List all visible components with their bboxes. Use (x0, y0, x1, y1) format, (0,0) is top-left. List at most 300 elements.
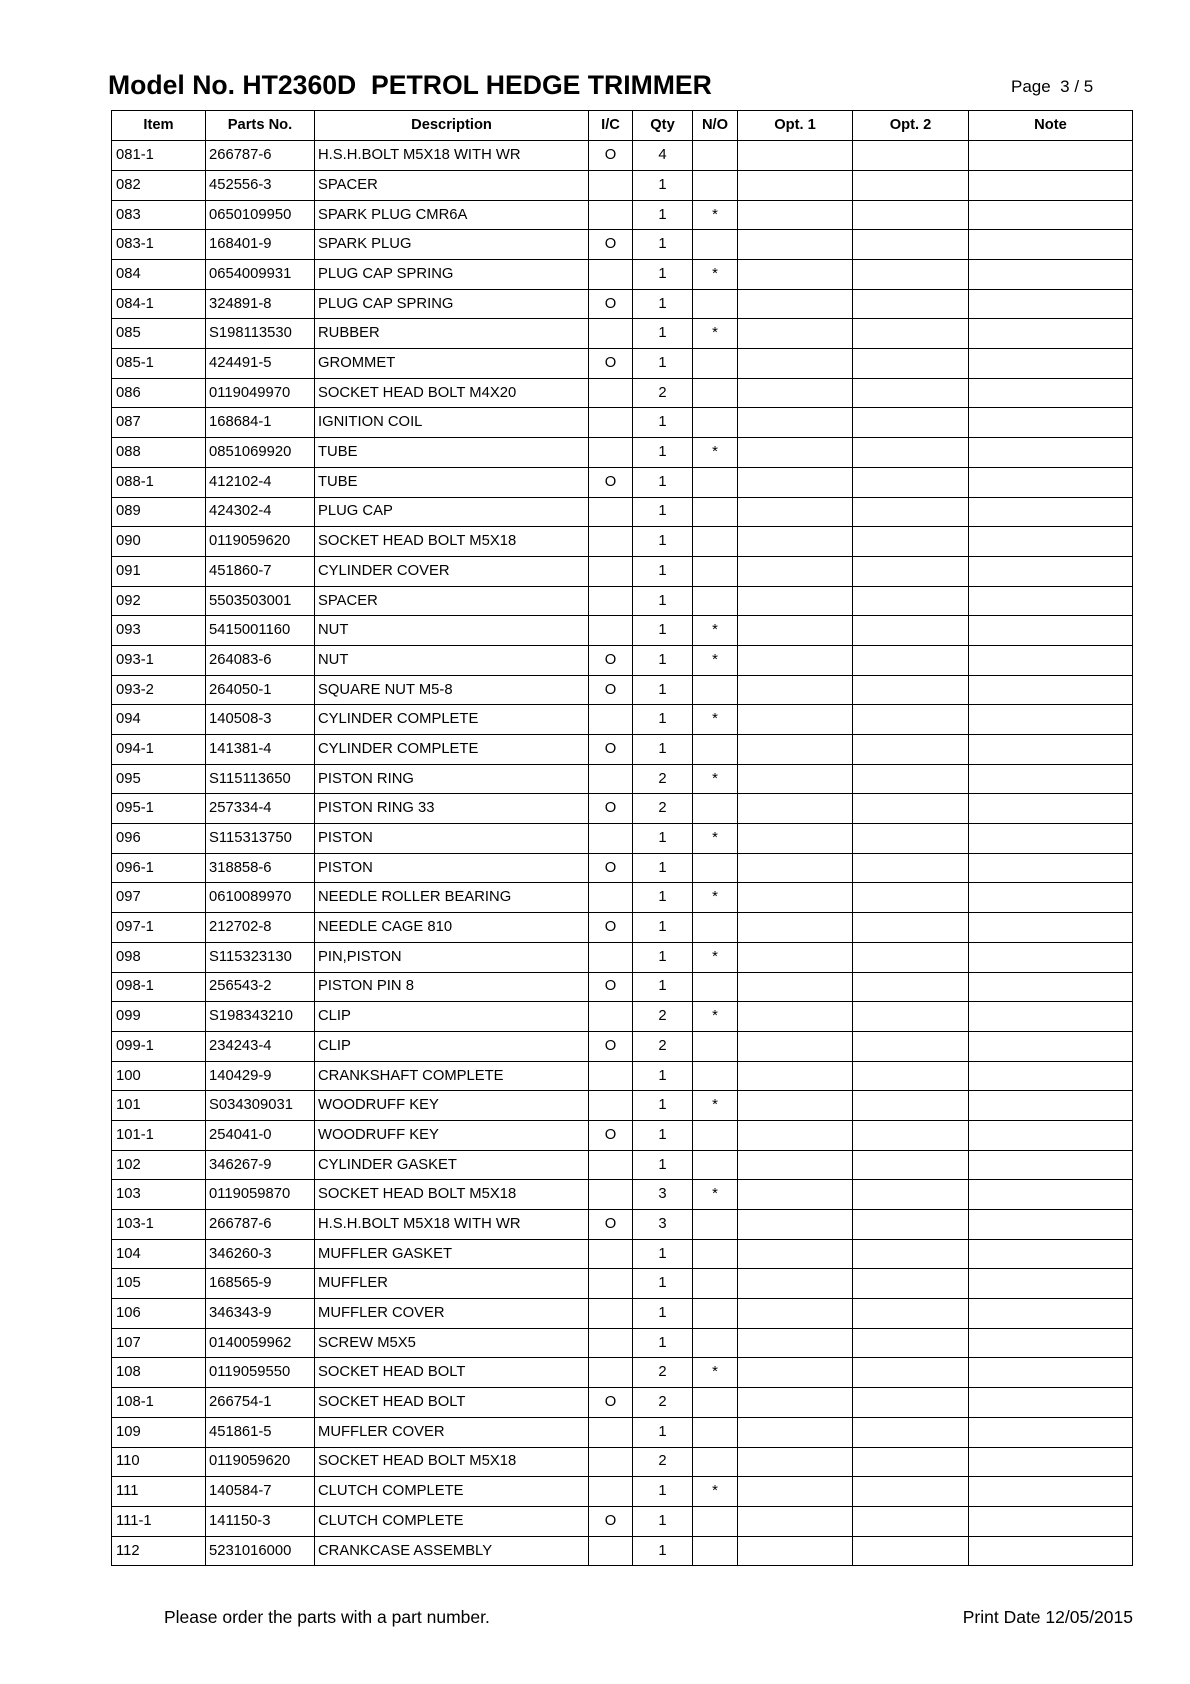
cell-qty: 1 (633, 468, 693, 497)
cell-opt-2 (853, 646, 969, 675)
cell-ic (589, 1299, 633, 1328)
cell-opt-2 (853, 260, 969, 289)
column-header-ic: I/C (589, 111, 633, 140)
cell-qty: 2 (633, 379, 693, 408)
cell-qty: 2 (633, 765, 693, 794)
cell-note (969, 379, 1133, 408)
cell-opt-1 (738, 201, 853, 230)
cell-opt-2 (853, 1210, 969, 1239)
cell-no (693, 379, 738, 408)
cell-parts-no: 0119059620 (206, 527, 315, 556)
cell-no: * (693, 319, 738, 348)
cell-opt-2 (853, 230, 969, 259)
cell-note (969, 349, 1133, 378)
cell-no (693, 913, 738, 942)
table-row (112, 408, 1133, 438)
cell-opt-2 (853, 913, 969, 942)
cell-item: 111-1 (112, 1507, 206, 1536)
cell-parts-no: 140429-9 (206, 1062, 315, 1091)
cell-item: 087 (112, 408, 206, 437)
cell-parts-no: 346343-9 (206, 1299, 315, 1328)
cell-note (969, 1269, 1133, 1298)
cell-opt-1 (738, 883, 853, 912)
cell-opt-1 (738, 1002, 853, 1031)
cell-note (969, 1151, 1133, 1180)
cell-description: MUFFLER GASKET (315, 1240, 589, 1269)
cell-opt-1 (738, 1240, 853, 1269)
cell-parts-no: 424302-4 (206, 498, 315, 527)
cell-item: 096-1 (112, 854, 206, 883)
cell-item: 098 (112, 943, 206, 972)
cell-description: GROMMET (315, 349, 589, 378)
cell-no: * (693, 438, 738, 467)
cell-description: MUFFLER COVER (315, 1418, 589, 1447)
cell-parts-no: 5231016000 (206, 1537, 315, 1566)
cell-note (969, 171, 1133, 200)
cell-ic: O (589, 913, 633, 942)
cell-description: IGNITION COIL (315, 408, 589, 437)
cell-ic: O (589, 1032, 633, 1061)
cell-qty: 1 (633, 1121, 693, 1150)
cell-qty: 1 (633, 349, 693, 378)
cell-item: 108 (112, 1358, 206, 1387)
cell-qty: 1 (633, 1507, 693, 1536)
column-header-note: Note (969, 111, 1133, 140)
cell-ic: O (589, 676, 633, 705)
cell-opt-2 (853, 1062, 969, 1091)
cell-qty: 2 (633, 1448, 693, 1477)
cell-no (693, 1240, 738, 1269)
cell-opt-2 (853, 1151, 969, 1180)
table-row (112, 854, 1133, 884)
cell-qty: 1 (633, 1062, 693, 1091)
table-header-row (112, 111, 1133, 141)
cell-item: 107 (112, 1329, 206, 1358)
cell-description: WOODRUFF KEY (315, 1121, 589, 1150)
cell-qty: 1 (633, 854, 693, 883)
cell-item: 112 (112, 1537, 206, 1566)
cell-description: WOODRUFF KEY (315, 1091, 589, 1120)
cell-item: 081-1 (112, 141, 206, 170)
cell-opt-1 (738, 1507, 853, 1536)
cell-description: NUT (315, 616, 589, 645)
cell-opt-1 (738, 1299, 853, 1328)
cell-opt-1 (738, 587, 853, 616)
table-row (112, 1032, 1133, 1062)
cell-ic (589, 1180, 633, 1209)
cell-no (693, 468, 738, 497)
cell-qty: 1 (633, 1269, 693, 1298)
cell-description: SOCKET HEAD BOLT M5X18 (315, 1180, 589, 1209)
cell-opt-1 (738, 230, 853, 259)
cell-description: PIN,PISTON (315, 943, 589, 972)
cell-parts-no: 452556-3 (206, 171, 315, 200)
cell-note (969, 1537, 1133, 1566)
cell-description: SCREW M5X5 (315, 1329, 589, 1358)
cell-parts-no: 234243-4 (206, 1032, 315, 1061)
cell-opt-2 (853, 290, 969, 319)
cell-ic (589, 260, 633, 289)
cell-parts-no: 5503503001 (206, 587, 315, 616)
cell-opt-1 (738, 1032, 853, 1061)
cell-qty: 3 (633, 1210, 693, 1239)
cell-opt-1 (738, 1180, 853, 1209)
cell-parts-no: 0851069920 (206, 438, 315, 467)
table-row (112, 705, 1133, 735)
cell-item: 104 (112, 1240, 206, 1269)
cell-ic: O (589, 141, 633, 170)
cell-qty: 1 (633, 676, 693, 705)
cell-opt-2 (853, 379, 969, 408)
cell-item: 106 (112, 1299, 206, 1328)
cell-item: 103-1 (112, 1210, 206, 1239)
cell-opt-1 (738, 468, 853, 497)
column-header-no: N/O (693, 111, 738, 140)
table-row (112, 973, 1133, 1003)
table-row (112, 1062, 1133, 1092)
cell-ic (589, 883, 633, 912)
cell-parts-no: 451860-7 (206, 557, 315, 586)
cell-parts-no: S034309031 (206, 1091, 315, 1120)
cell-note (969, 705, 1133, 734)
cell-no: * (693, 646, 738, 675)
cell-opt-1 (738, 676, 853, 705)
table-row (112, 290, 1133, 320)
table-row (112, 1299, 1133, 1329)
table-row (112, 260, 1133, 290)
cell-no: * (693, 616, 738, 645)
cell-ic (589, 1151, 633, 1180)
cell-description: PISTON RING (315, 765, 589, 794)
cell-ic: O (589, 1210, 633, 1239)
cell-qty: 2 (633, 1002, 693, 1031)
cell-opt-2 (853, 1002, 969, 1031)
cell-description: H.S.H.BOLT M5X18 WITH WR (315, 1210, 589, 1239)
cell-no: * (693, 1180, 738, 1209)
table-row (112, 1507, 1133, 1537)
cell-opt-1 (738, 527, 853, 556)
cell-description: SPARK PLUG (315, 230, 589, 259)
cell-no (693, 1032, 738, 1061)
cell-parts-no: 318858-6 (206, 854, 315, 883)
cell-note (969, 913, 1133, 942)
cell-note (969, 290, 1133, 319)
cell-description: CYLINDER COVER (315, 557, 589, 586)
table-row (112, 1121, 1133, 1151)
cell-no: * (693, 705, 738, 734)
cell-parts-no: 141150-3 (206, 1507, 315, 1536)
table-row (112, 1091, 1133, 1121)
cell-description: NEEDLE CAGE 810 (315, 913, 589, 942)
cell-item: 089 (112, 498, 206, 527)
table-row (112, 230, 1133, 260)
cell-opt-1 (738, 1477, 853, 1506)
cell-opt-1 (738, 290, 853, 319)
table-row (112, 319, 1133, 349)
page-title: Model No. HT2360D PETROL HEDGE TRIMMER (108, 70, 712, 100)
cell-opt-1 (738, 1358, 853, 1387)
cell-opt-2 (853, 943, 969, 972)
cell-parts-no: 0119059550 (206, 1358, 315, 1387)
cell-no: * (693, 1002, 738, 1031)
cell-item: 090 (112, 527, 206, 556)
cell-opt-2 (853, 765, 969, 794)
cell-opt-1 (738, 1448, 853, 1477)
cell-ic (589, 498, 633, 527)
cell-parts-no: 5415001160 (206, 616, 315, 645)
cell-opt-2 (853, 854, 969, 883)
cell-description: SOCKET HEAD BOLT (315, 1388, 589, 1417)
cell-ic (589, 1062, 633, 1091)
cell-qty: 2 (633, 794, 693, 823)
cell-qty: 1 (633, 557, 693, 586)
cell-opt-2 (853, 1388, 969, 1417)
cell-no (693, 408, 738, 437)
cell-no (693, 1210, 738, 1239)
cell-qty: 1 (633, 260, 693, 289)
cell-opt-2 (853, 735, 969, 764)
cell-qty: 1 (633, 1240, 693, 1269)
table-row (112, 1477, 1133, 1507)
cell-opt-1 (738, 438, 853, 467)
cell-no (693, 794, 738, 823)
cell-ic (589, 171, 633, 200)
cell-qty: 1 (633, 735, 693, 764)
cell-qty: 1 (633, 230, 693, 259)
cell-description: CLIP (315, 1002, 589, 1031)
cell-description: MUFFLER (315, 1269, 589, 1298)
cell-qty: 1 (633, 616, 693, 645)
cell-opt-2 (853, 1299, 969, 1328)
cell-ic (589, 379, 633, 408)
table-row (112, 1269, 1133, 1299)
cell-opt-2 (853, 1091, 969, 1120)
cell-description: PLUG CAP SPRING (315, 260, 589, 289)
cell-opt-1 (738, 646, 853, 675)
cell-no (693, 1121, 738, 1150)
cell-parts-no: S115313750 (206, 824, 315, 853)
cell-ic (589, 438, 633, 467)
cell-ic (589, 1091, 633, 1120)
cell-description: TUBE (315, 438, 589, 467)
cell-opt-1 (738, 1329, 853, 1358)
cell-note (969, 646, 1133, 675)
table-row (112, 141, 1133, 171)
cell-qty: 1 (633, 824, 693, 853)
cell-item: 101 (112, 1091, 206, 1120)
cell-ic (589, 616, 633, 645)
cell-opt-2 (853, 616, 969, 645)
cell-ic (589, 765, 633, 794)
cell-no (693, 527, 738, 556)
cell-description: SPACER (315, 171, 589, 200)
cell-qty: 1 (633, 883, 693, 912)
table-row (112, 1388, 1133, 1418)
cell-qty: 2 (633, 1032, 693, 1061)
cell-opt-1 (738, 349, 853, 378)
cell-description: PISTON PIN 8 (315, 973, 589, 1002)
cell-note (969, 854, 1133, 883)
cell-description: CRANKCASE ASSEMBLY (315, 1537, 589, 1566)
cell-opt-1 (738, 765, 853, 794)
cell-opt-2 (853, 527, 969, 556)
cell-parts-no: 0610089970 (206, 883, 315, 912)
cell-ic (589, 705, 633, 734)
cell-item: 108-1 (112, 1388, 206, 1417)
cell-ic: O (589, 349, 633, 378)
cell-qty: 1 (633, 587, 693, 616)
cell-opt-1 (738, 735, 853, 764)
cell-no (693, 1299, 738, 1328)
cell-note (969, 1448, 1133, 1477)
cell-item: 095-1 (112, 794, 206, 823)
table-row (112, 1240, 1133, 1270)
cell-note (969, 1002, 1133, 1031)
cell-note (969, 1477, 1133, 1506)
cell-description: PISTON (315, 854, 589, 883)
table-row (112, 1358, 1133, 1388)
table-row (112, 1210, 1133, 1240)
cell-note (969, 794, 1133, 823)
cell-no (693, 349, 738, 378)
cell-note (969, 616, 1133, 645)
cell-item: 105 (112, 1269, 206, 1298)
cell-ic (589, 587, 633, 616)
cell-note (969, 824, 1133, 853)
cell-opt-1 (738, 1121, 853, 1150)
cell-parts-no: 0119059870 (206, 1180, 315, 1209)
cell-parts-no: 451861-5 (206, 1418, 315, 1447)
cell-note (969, 1032, 1133, 1061)
cell-opt-1 (738, 1151, 853, 1180)
cell-note (969, 1418, 1133, 1447)
cell-no (693, 557, 738, 586)
cell-description: CLUTCH COMPLETE (315, 1477, 589, 1506)
cell-ic (589, 943, 633, 972)
table-row (112, 943, 1133, 973)
table-row (112, 527, 1133, 557)
cell-qty: 1 (633, 1477, 693, 1506)
cell-note (969, 319, 1133, 348)
cell-opt-1 (738, 1388, 853, 1417)
cell-parts-no: 212702-8 (206, 913, 315, 942)
cell-note (969, 1210, 1133, 1239)
cell-description: SOCKET HEAD BOLT M5X18 (315, 527, 589, 556)
cell-item: 099-1 (112, 1032, 206, 1061)
cell-opt-2 (853, 408, 969, 437)
table-row (112, 498, 1133, 528)
cell-description: MUFFLER COVER (315, 1299, 589, 1328)
column-header-parts-no: Parts No. (206, 111, 315, 140)
cell-no (693, 230, 738, 259)
cell-opt-1 (738, 1418, 853, 1447)
cell-opt-2 (853, 557, 969, 586)
cell-no (693, 854, 738, 883)
cell-ic: O (589, 290, 633, 319)
cell-opt-2 (853, 705, 969, 734)
cell-opt-1 (738, 824, 853, 853)
cell-opt-2 (853, 1269, 969, 1298)
table-row (112, 468, 1133, 498)
cell-parts-no: 256543-2 (206, 973, 315, 1002)
cell-note (969, 1358, 1133, 1387)
cell-note (969, 141, 1133, 170)
cell-qty: 1 (633, 913, 693, 942)
cell-note (969, 883, 1133, 912)
cell-qty: 1 (633, 1151, 693, 1180)
cell-no (693, 1418, 738, 1447)
cell-qty: 1 (633, 1329, 693, 1358)
cell-item: 092 (112, 587, 206, 616)
cell-no (693, 587, 738, 616)
cell-opt-2 (853, 468, 969, 497)
cell-note (969, 943, 1133, 972)
table-row (112, 379, 1133, 409)
column-header-opt-2: Opt. 2 (853, 111, 969, 140)
cell-parts-no: 266787-6 (206, 1210, 315, 1239)
cell-no (693, 1507, 738, 1536)
cell-qty: 1 (633, 943, 693, 972)
cell-opt-2 (853, 1240, 969, 1269)
cell-note (969, 468, 1133, 497)
cell-opt-2 (853, 1032, 969, 1061)
cell-qty: 1 (633, 290, 693, 319)
table-row (112, 1418, 1133, 1448)
page-number: Page 3 / 5 (1011, 77, 1094, 96)
cell-parts-no: 346267-9 (206, 1151, 315, 1180)
cell-item: 096 (112, 824, 206, 853)
cell-qty: 1 (633, 171, 693, 200)
cell-note (969, 1388, 1133, 1417)
cell-qty: 1 (633, 1091, 693, 1120)
cell-item: 109 (112, 1418, 206, 1447)
column-header-description: Description (315, 111, 589, 140)
cell-qty: 4 (633, 141, 693, 170)
cell-description: SPARK PLUG CMR6A (315, 201, 589, 230)
cell-parts-no: 412102-4 (206, 468, 315, 497)
cell-note (969, 587, 1133, 616)
cell-opt-1 (738, 1269, 853, 1298)
cell-opt-1 (738, 794, 853, 823)
cell-opt-1 (738, 973, 853, 1002)
cell-opt-1 (738, 913, 853, 942)
cell-parts-no: 0140059962 (206, 1329, 315, 1358)
cell-description: CRANKSHAFT COMPLETE (315, 1062, 589, 1091)
cell-parts-no: 168684-1 (206, 408, 315, 437)
cell-opt-1 (738, 616, 853, 645)
table-row (112, 171, 1133, 201)
cell-opt-1 (738, 260, 853, 289)
cell-qty: 1 (633, 1418, 693, 1447)
cell-qty: 1 (633, 646, 693, 675)
cell-parts-no: 0650109950 (206, 201, 315, 230)
cell-opt-2 (853, 498, 969, 527)
cell-ic: O (589, 973, 633, 1002)
column-header-item: Item (112, 111, 206, 140)
cell-item: 086 (112, 379, 206, 408)
cell-ic (589, 1240, 633, 1269)
cell-item: 093-2 (112, 676, 206, 705)
cell-ic: O (589, 230, 633, 259)
cell-opt-2 (853, 1448, 969, 1477)
cell-item: 084-1 (112, 290, 206, 319)
cell-item: 094 (112, 705, 206, 734)
cell-parts-no: 140584-7 (206, 1477, 315, 1506)
cell-no (693, 498, 738, 527)
cell-parts-no: 257334-4 (206, 794, 315, 823)
cell-opt-2 (853, 1329, 969, 1358)
cell-parts-no: 168401-9 (206, 230, 315, 259)
